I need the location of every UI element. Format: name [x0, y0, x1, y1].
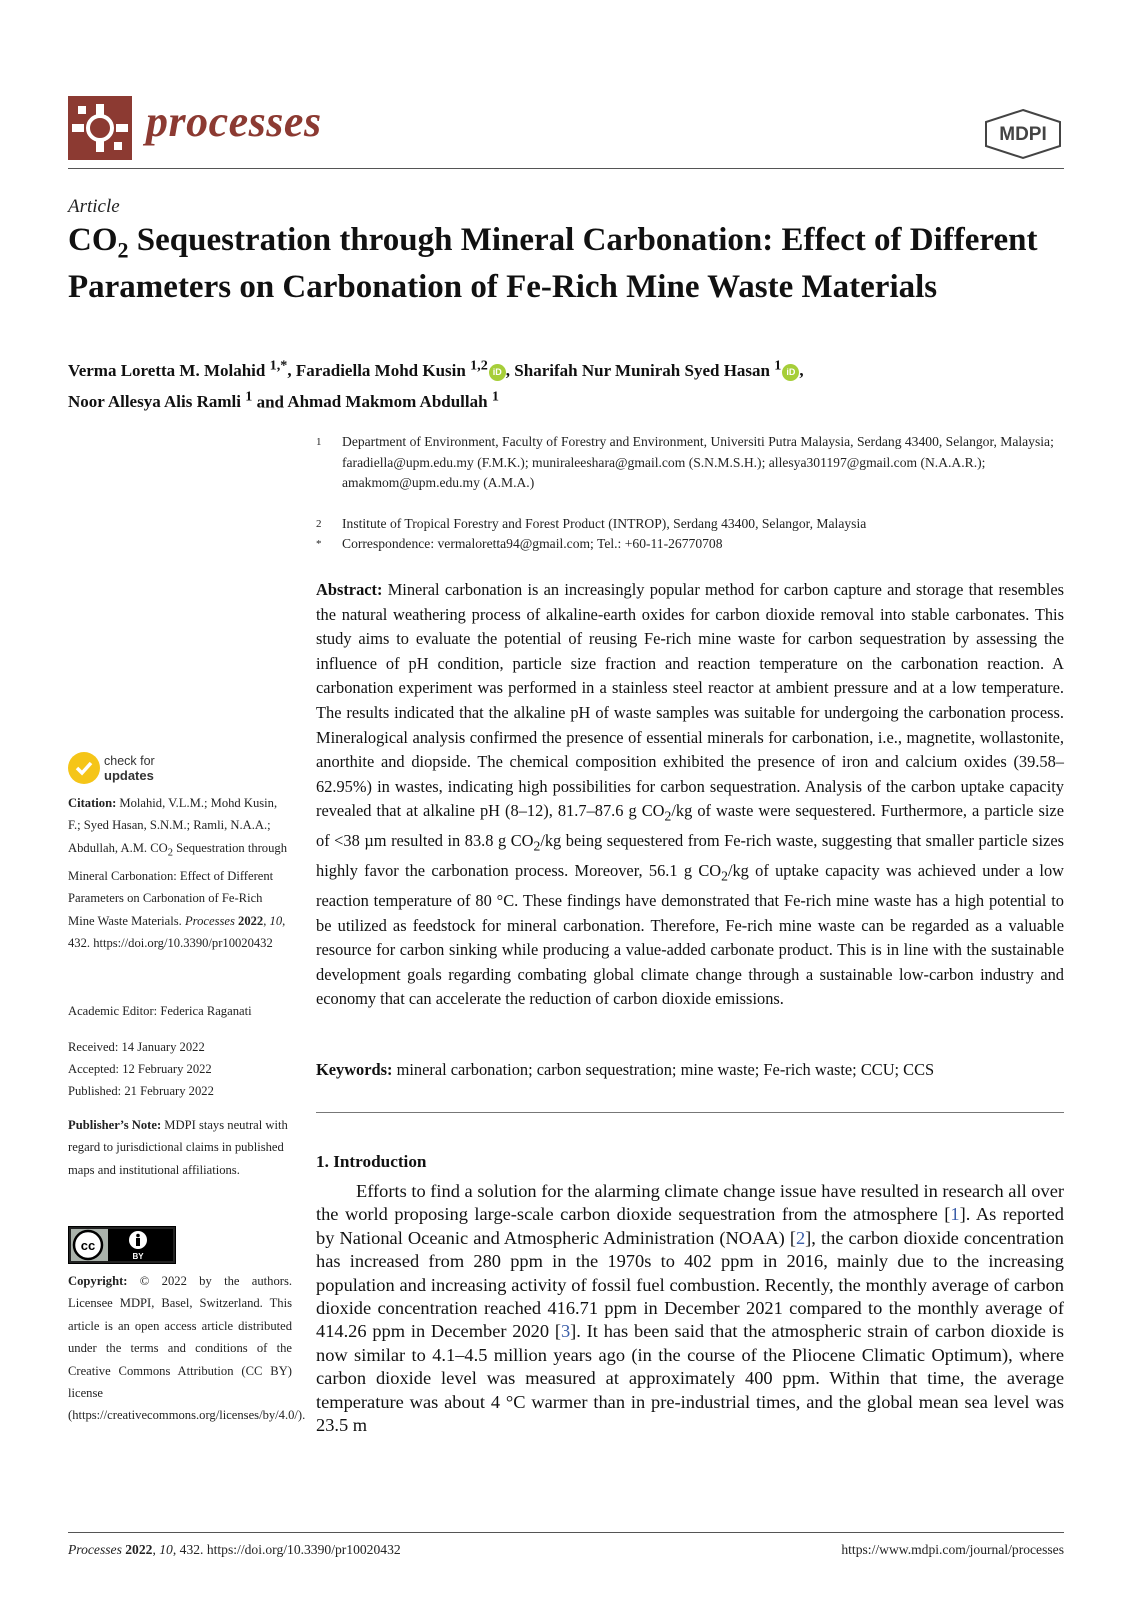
- accepted-date: Accepted: 12 February 2022: [68, 1062, 212, 1076]
- check-for-label: check for: [104, 754, 155, 768]
- article-title: $CO_2$ Sequestration through Mineral Carbonation: Effect of Different Parameters on Carbonation of Fe-Rich Mine Waste Materials: [68, 222, 1038, 305]
- footer-divider: [68, 1532, 1064, 1533]
- mdpi-logo-icon: [982, 108, 1064, 160]
- introduction-paragraph: Efforts to find a solution for the alarming climate change issue have resulted in research all over the world proposing large-scale carbon dioxide sequestration from the atmosphere [1]. As reported by National Oceanic and Atmospheric Administration (NOAA) [2], the carbon dioxide concentration has increased from 280 ppm in the 1970s to 402 ppm in 2016, mainly due to the increasing population and increasing activity of fossil fuel combustion. Recently, the monthly average of carbon dioxide concentration reached 416.71 ppm in December 2021 compared to the monthly average of 414.26 ppm in December 2020 [3]. It has been said that the atmospheric strain of carbon dioxide is now similar to 4.1–4.5 million years ago (in the course of the Pliocene Climatic Optimum), where carbon dioxide level was measured at approximately 400 ppm. Within that time, the average temperature was about 4 °C warmer than in pre-industrial times, and the global mean sea level was 23.5 m: [316, 1181, 1065, 1436]
- published-date: Published: 21 February 2022: [68, 1084, 214, 1098]
- footer-citation: Processes 2022, 10, 432. https://doi.org/10.3390/pr10020432: [68, 1542, 401, 1557]
- journal-logo-icon: [68, 96, 132, 160]
- reference-link[interactable]: 1: [950, 1204, 960, 1225]
- author[interactable]: Sharifah Nur Munirah Syed Hasan $^1$: [514, 357, 782, 380]
- copyright-notice: Copyright: © 2022 by the authors. Licensee MDPI, Basel, Switzerland. This article is an open access article distributed under the terms and conditions of the Creative Commons Attribution (CC BY) license (https://creativecommons.org/licenses/by/4.0/).: [68, 1274, 306, 1423]
- section-divider: [316, 1112, 1064, 1113]
- author[interactable]: Faradiella Mohd Kusin $^{1,2}$: [295, 357, 488, 380]
- citation: Citation: Molahid, V.L.M.; Mohd Kusin, F.; Syed Hasan, S.N.M.; Ramli, N.A.A.; Abdullah, A.M. $CO_2$ Sequestration through Mineral Carbonation: Effect of Different Parameters on Carbonation of Fe-Rich Mine Waste Materials. Processes 2022, 10, 432. https://doi.org/10.3390/pr10020432: [68, 796, 287, 950]
- author[interactable]: Ahmad Makmom Abdullah $^1$: [287, 388, 499, 412]
- reference-link[interactable]: 2: [795, 1227, 806, 1248]
- article-type: Article: [68, 196, 120, 217]
- affiliation: 2 Institute of Tropical Forestry and Forest Product (INTROP), Serdang 43400, Selangor, Malaysia: [316, 516, 867, 531]
- author-list: Verma Loretta M. Molahid $^{1,*}$, Faradiella Mohd Kusin $^{1,2}$ iD , Sharifah Nur Munirah Syed Hasan $^1$ iD , Noor Allesya Alis Ramli $^1$ and Ahmad Makmom Abdullah $^1$: [68, 357, 804, 412]
- reference-link[interactable]: 3: [560, 1321, 571, 1342]
- abstract: Abstract: Mineral carbonation is an increasingly popular method for carbon capture and storage that resembles the natural weathering process of alkaline-earth oxides for carbon dioxide removal into stable carbonates. This study aims to evaluate the potential of reusing Fe-rich mine waste for carbon sequestration by assessing the influence of pH condition, particle size fraction and reaction temperature on the carbonation reaction. A carbonation experiment was performed in a stainless steel reactor at ambient pressure and at a low temperature. The results indicated that the alkaline pH of waste samples was suitable for undergoing the carbonation process. Mineralogical analysis confirmed the presence of essential minerals for carbonation, i.e., magnetite, wollastonite, anorthite and diopside. The chemical composition exhibited the presence of iron and calcium oxides (39.58–62.95%) in wastes, indicating high possibilities for carbon sequestration. Analysis of the carbon uptake capacity revealed that at alkaline pH (8–12), 81.7–87.6 g $CO_2/kg$ of waste were sequestered. Furthermore, a particle size of <38 µm resulted in 83.8 g $CO_2/kg$ being sequestered from Fe-rich waste, suggesting that smaller particle sizes highly favor the carbonation process. Moreover, 56.1 g $CO_2/kg$ of uptake capacity was achieved under a low reaction temperature of 80 °C. These findings have demonstrated that Fe-rich mine waste has a high potential to be utilized as feedstock for mineral carbonation. Therefore, Fe-rich mine waste can be regarded as a valuable resource for carbon sinking while producing a value-added carbonate product. This is in line with the sustainable development goals regarding combating global climate change through a sustainable low-carbon industry and economy that can accelerate the reduction of carbon dioxide emissions.: [316, 580, 1064, 1009]
- check-badge-icon: [68, 752, 100, 784]
- affiliation: 1 Department of Environment, Faculty of Forestry and Environment, Universiti Putra Malaysia, Serdang 43400, Selangor, Malaysia; faradiella@upm.edu.my (F.M.K.); muniraleeshara@gmail.com (S.N.M.S.H.); allesya301197@gmail.com (N.A.A.R.); amakmom@upm.edu.my (A.M.A.): [316, 434, 1054, 490]
- author[interactable]: Verma Loretta M. Molahid $^{1,*}$: [68, 357, 288, 380]
- correspondence: * Correspondence: vermaloretta94@gmail.com; Tel.: +60-11-26770708: [316, 536, 723, 551]
- svg-text:cc: cc: [80, 1238, 96, 1253]
- orcid-icon[interactable]: iD: [782, 364, 799, 381]
- footer-journal-url[interactable]: https://www.mdpi.com/journal/processes: [841, 1542, 1064, 1557]
- svg-text:BY: BY: [132, 1252, 144, 1261]
- mdpi-logo-text: MDPI: [999, 124, 1047, 145]
- updates-label: updates: [104, 768, 154, 783]
- header-divider: [68, 168, 1064, 169]
- cc-by-license-icon[interactable]: [68, 1226, 176, 1264]
- received-date: Received: 14 January 2022: [68, 1040, 205, 1054]
- publisher-note: Publisher’s Note: MDPI stays neutral with regard to jurisdictional claims in published maps and institutional affiliations.: [68, 1118, 288, 1177]
- section-heading: 1. Introduction: [316, 1152, 427, 1171]
- academic-editor: Academic Editor: Federica Raganati: [68, 1004, 252, 1018]
- author[interactable]: Noor Allesya Alis Ramli $^1$: [68, 388, 253, 412]
- orcid-icon[interactable]: iD: [489, 364, 506, 381]
- journal-name: processes: [146, 97, 322, 146]
- keywords: Keywords: mineral carbonation; carbon sequestration; mine waste; Fe-rich waste; CCU; CCS: [316, 1060, 935, 1079]
- check-for-updates-button[interactable]: [68, 752, 248, 788]
